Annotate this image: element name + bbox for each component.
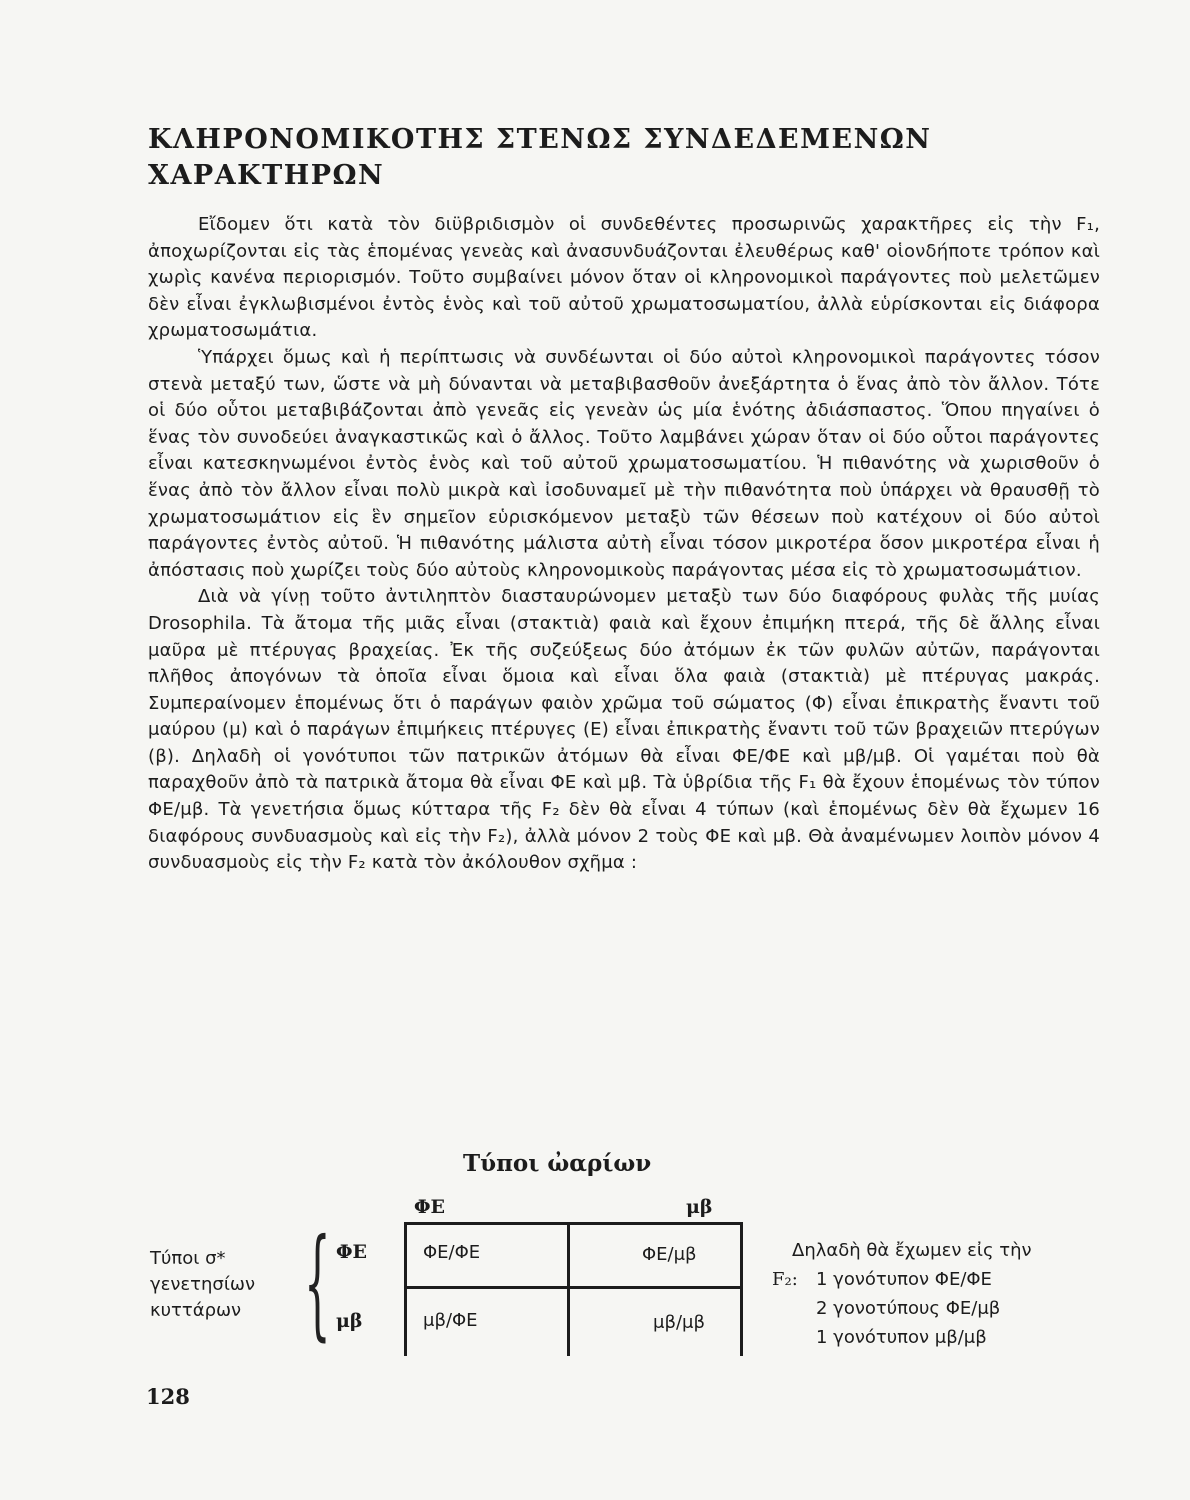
cell-FE-mb: ΦΕ/μβ [642,1244,697,1265]
paragraph-1: Εἴδομεν ὅτι κατὰ τὸν διϋβριδισμὸν οἱ συνδεθέντες προσωρινῶς χαρακτῆρες εἰς τὴν F₁, ἀποχωρίζονται εἰς τὰς ἑπομένας γενεὰς καὶ ἀνασυνδυάζονται ἐλευθέρως καθ' οἱονδήποτε τρόπον καὶ χωρὶς κανένα περιορισμόν. Τοῦτο συμβαίνει μόνον ὅταν οἱ κληρονομικοὶ παράγοντες ποὺ μελετῶμεν δὲν εἶναι ἐγκλωβισμένοι ἐντὸς ἑνὸς καὶ τοῦ αὐτοῦ χρωματοσωματίου, ἀλλὰ εὑρίσκονται εἰς διάφορα χρωματοσωμάτια. [148,214,1100,342]
paragraph-3: Διὰ νὰ γίνῃ τοῦτο ἀντιληπτὸν διασταυρώνομεν μεταξὺ των δύο διαφόρους φυλὰς τῆς μυίας Drosophila. Τὰ ἄτομα τῆς μιᾶς εἶναι (στακτιὰ) φαιὰ καὶ ἔχουν ἐπιμήκη πτερά, τῆς δὲ ἄλλης εἶναι μαῦρα μὲ πτέρυγας βραχείας. Ἐκ τῆς συζεύξεως δύο ἀτόμων ἐκ τῶν φυλῶν αὐτῶν, παράγονται πλῆθος ἀπογόνων τὰ ὁποῖα εἶναι ὅμοια καὶ εἶναι ὅλα φαιὰ (στακτιὰ) μὲ πτέρυγας μακράς. Συμπεραίνομεν ἑπομένως ὅτι ὁ παράγων φαιὸν χρῶμα τοῦ σώματος (Φ) εἶναι ἐπικρατὴς ἔναντι τοῦ μαύρου (μ) καὶ ὁ παράγων ἐπιμήκεις πτέρυγες (Ε) εἶναι ἐπικρατὴς ἔναντι τοῦ τῶν βραχειῶν πτερύγων (β). Δηλαδὴ οἱ γονότυποι τῶν πατρικῶν ἀτόμων θὰ εἶναι ΦΕ/ΦΕ καὶ μβ/μβ. Οἱ γαμέται ποὺ θὰ παραχθοῦν ἀπὸ τὰ πατρικὰ ἄτομα θὰ εἶναι ΦΕ καὶ μβ. Τὰ ὑβρίδια τῆς F₁ θὰ ἔχουν ἑπομένως τὸν τύπον ΦΕ/μβ. Τὰ γενετήσια ὅμως κύτταρα τῆς F₂ δὲν θὰ εἶναι 4 τύπων (καὶ ἑπομένως δὲν θὰ ἔχωμεν 16 διαφόρους συνδυασμοὺς καὶ εἰς τὴν F₂), ἀλλὰ μόνον 2 τοὺς ΦΕ καὶ μβ. Θὰ ἀναμένωμεν λοιπὸν μόνον 4 συνδυασμοὺς εἰς τὴν F₂ κατὰ τὸν ἀκόλουθον σχῆμα : [148,586,1100,874]
chapter-title-line-2: ΧΑΡΑΚΤΗΡΩΝ [148,160,385,191]
grid-middle-line [404,1286,743,1289]
row-head-FE: ΦΕ [336,1241,368,1263]
page-number: 128 [146,1384,190,1409]
result-summary [772,1236,1152,1352]
result-line-1 [772,1265,1152,1294]
grid-vertical-line [567,1222,570,1356]
result-intro: Δηλαδὴ θὰ ἔχωμεν εἰς τὴν [792,1240,1032,1261]
row-group-label-line-1: Τύποι σ* [150,1248,226,1269]
chapter-title-line-1: ΚΛΗΡΟΝΟΜΙΚΟΤΗΣ ΣΤΕΝΩΣ ΣΥΝΔΕΔΕΜΕΝΩΝ [148,124,932,155]
cell-FE-FE: ΦΕ/ΦΕ [423,1242,481,1263]
chapter-title [148,122,1048,194]
column-head-mb: μβ [686,1196,713,1218]
body-text [148,212,1100,877]
curly-brace-icon: { [304,1214,331,1353]
result-line-1-text: 1 γονότυπον ΦΕ/ΦΕ [816,1269,992,1290]
result-line-2: 2 γονοτύπους ΦΕ/μβ [816,1298,1001,1319]
row-group-label-line-3: κυττάρων [150,1300,242,1321]
column-head-FE: ΦΕ [414,1196,446,1218]
row-group-label-line-2: γενετησίων [150,1274,256,1295]
punnett-grid [404,1222,743,1356]
cell-mb-FE: μβ/ΦΕ [423,1310,478,1331]
table-title: Τύποι ὠαρίων [463,1150,652,1177]
row-group-label [150,1246,310,1324]
grid-top-line [404,1222,743,1225]
cell-mb-mb: μβ/μβ [653,1312,705,1333]
f2-label: F₂: [772,1269,798,1290]
paragraph-2: Ὑπάρχει ὅμως καὶ ἡ περίπτωσις νὰ συνδέωνται οἱ δύο αὐτοὶ κληρονομικοὶ παράγοντες τόσον στενὰ μεταξύ των, ὥστε νὰ μὴ δύνανται νὰ μεταβιβασθοῦν ἀνεξάρτητα ὁ ἕνας ἀπὸ τὸν ἄλλον. Τότε οἱ δύο οὗτοι μεταβιβάζονται ἀπὸ γενεᾶς εἰς γενεὰν ὡς μία ἑνότης ἀδιάσπαστος. Ὅπου πηγαίνει ὁ ἕνας τὸν συνοδεύει ἀναγκαστικῶς καὶ ὁ ἄλλος. Τοῦτο λαμβάνει χώραν ὅταν οἱ δύο οὗτοι παράγοντες εἶναι κατεσκηνωμένοι ἐντὸς ἑνὸς καὶ τοῦ αὐτοῦ χρωματοσωματίου. Ἡ πιθανότης νὰ χωρισθοῦν ὁ ἕνας ἀπὸ τὸν ἄλλον εἶναι πολὺ μικρὰ καὶ ἰσοδυναμεῖ μὲ τὴν πιθανότητα ποὺ ὑπάρχει νὰ θραυσθῇ τὸ χρωματοσωμάτιον εἰς ἓν σημεῖον εὑρισκόμενον μεταξὺ τῶν θέσεων ποὺ κατέχουν οἱ δύο αὐτοὶ παράγοντες ἐντὸς αὐτοῦ. Ἡ πιθανότης μάλιστα αὐτὴ εἶναι τόσον μικροτέρα ὅσον μικροτέρα εἶναι ἡ ἀπόστασις ποὺ χωρίζει τοὺς δύο αὐτοὺς κληρονομικοὺς παράγοντας μέσα εἰς τὸ χρωματοσωμάτιον. [148,346,1100,581]
row-head-mb: μβ [336,1310,363,1332]
result-line-3: 1 γονότυπον μβ/μβ [816,1327,987,1348]
